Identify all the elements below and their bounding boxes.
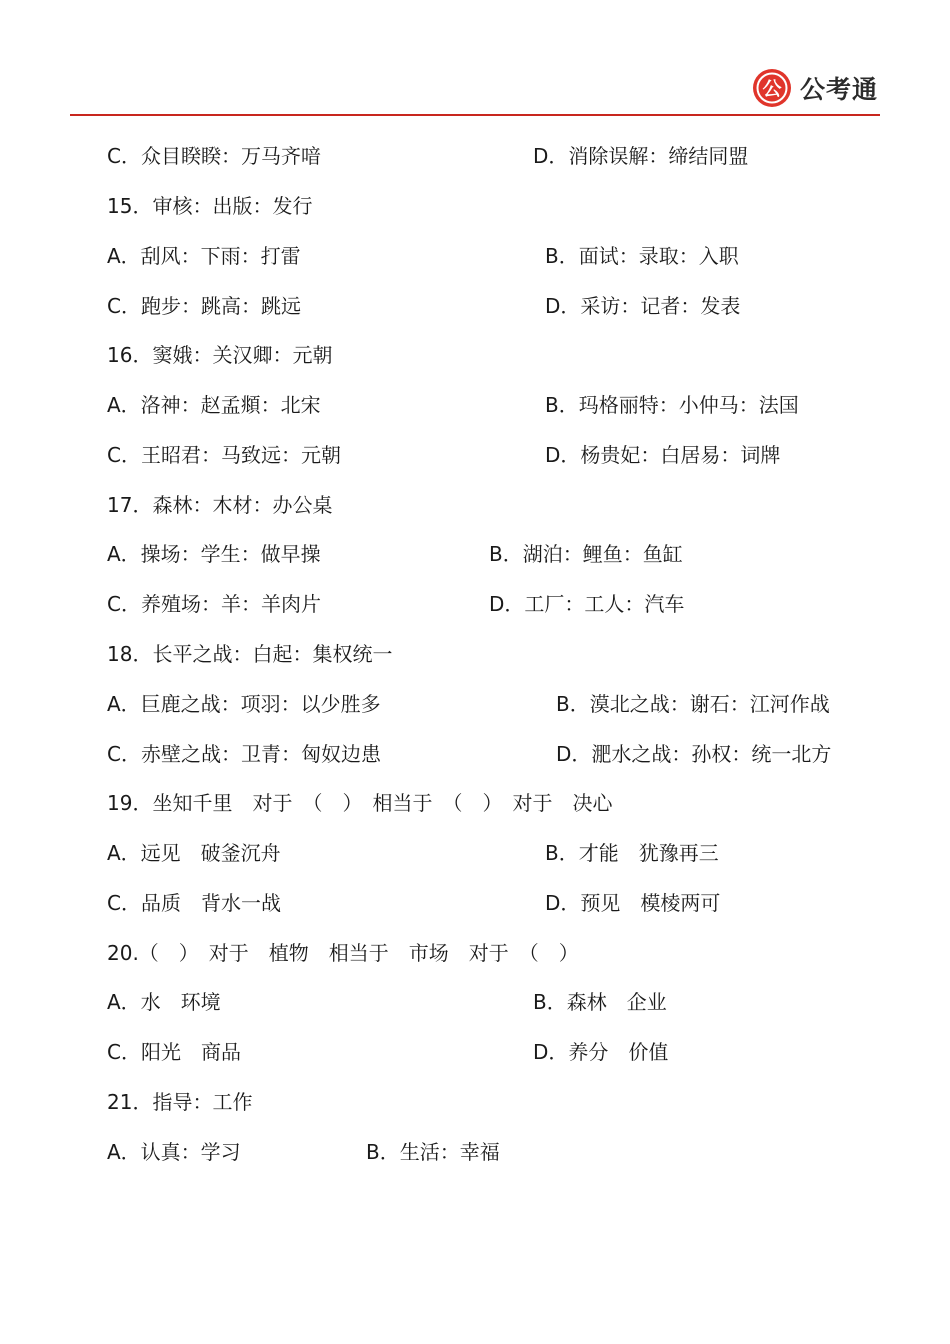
brand-logo — [752, 68, 878, 108]
option-b-q21: B．生活：幸福 — [366, 1140, 500, 1164]
option-d-q16: D．杨贵妃：白居易：词牌 — [545, 443, 781, 467]
option-a-q18: A．巨鹿之战：项羽：以少胜多 — [107, 692, 381, 716]
option-a-q15: A．刮风：下雨：打雷 — [107, 244, 301, 268]
option-b-q18: B．漠北之战：谢石：江河作战 — [556, 692, 830, 716]
option-d-q20: D．养分 价值 — [533, 1040, 669, 1064]
option-c-q17: C．养殖场：羊：羊肉片 — [107, 592, 321, 616]
option-a-q17: A．操场：学生：做早操 — [107, 542, 321, 566]
option-d-q14: D．消除误解：缔结同盟 — [533, 144, 749, 168]
option-a-q16: A．洛神：赵孟頫：北宋 — [107, 393, 321, 417]
option-d-q19: D．预见 模棱两可 — [545, 891, 721, 915]
question-19: 19．坐知千里 对于 （ ） 相当于 （ ） 对于 决心 — [107, 791, 613, 815]
brand-logo-icon — [752, 68, 792, 108]
question-21: 21．指导：工作 — [107, 1090, 253, 1114]
option-d-q17: D．工厂：工人：汽车 — [489, 592, 685, 616]
option-b-q17: B．湖泊：鲤鱼：鱼缸 — [489, 542, 683, 566]
option-c-q20: C．阳光 商品 — [107, 1040, 241, 1064]
brand-name: 公考通 — [799, 75, 878, 104]
option-a-q21: A．认真：学习 — [107, 1140, 241, 1164]
question-15: 15．审核：出版：发行 — [107, 194, 313, 218]
option-d-q15: D．采访：记者：发表 — [545, 294, 741, 318]
option-b-q20: B．森林 企业 — [533, 990, 667, 1014]
option-b-q19: B．才能 犹豫再三 — [545, 841, 719, 865]
option-b-q15: B．面试：录取：入职 — [545, 244, 739, 268]
option-c-q14: C．众目睽睽：万马齐喑 — [107, 144, 321, 168]
option-a-q20: A．水 环境 — [107, 990, 221, 1014]
option-a-q19: A．远见 破釜沉舟 — [107, 841, 281, 865]
page-header — [0, 0, 950, 118]
question-16: 16．窦娥：关汉卿：元朝 — [107, 343, 333, 367]
option-c-q16: C．王昭君：马致远：元朝 — [107, 443, 341, 467]
logo-mark-glyph: 公 — [762, 78, 782, 100]
option-d-q18: D．淝水之战：孙权：统一北方 — [556, 742, 832, 766]
option-c-q18: C．赤壁之战：卫青：匈奴边患 — [107, 742, 381, 766]
question-20: 20.（ ） 对于 植物 相当于 市场 对于 （ ） — [107, 941, 579, 965]
header-divider — [70, 114, 880, 116]
option-c-q15: C．跑步：跳高：跳远 — [107, 294, 301, 318]
question-18: 18．长平之战：白起：集权统一 — [107, 642, 393, 666]
question-17: 17．森林：木材：办公桌 — [107, 493, 333, 517]
option-c-q19: C．品质 背水一战 — [107, 891, 281, 915]
option-b-q16: B．玛格丽特：小仲马：法国 — [545, 393, 799, 417]
